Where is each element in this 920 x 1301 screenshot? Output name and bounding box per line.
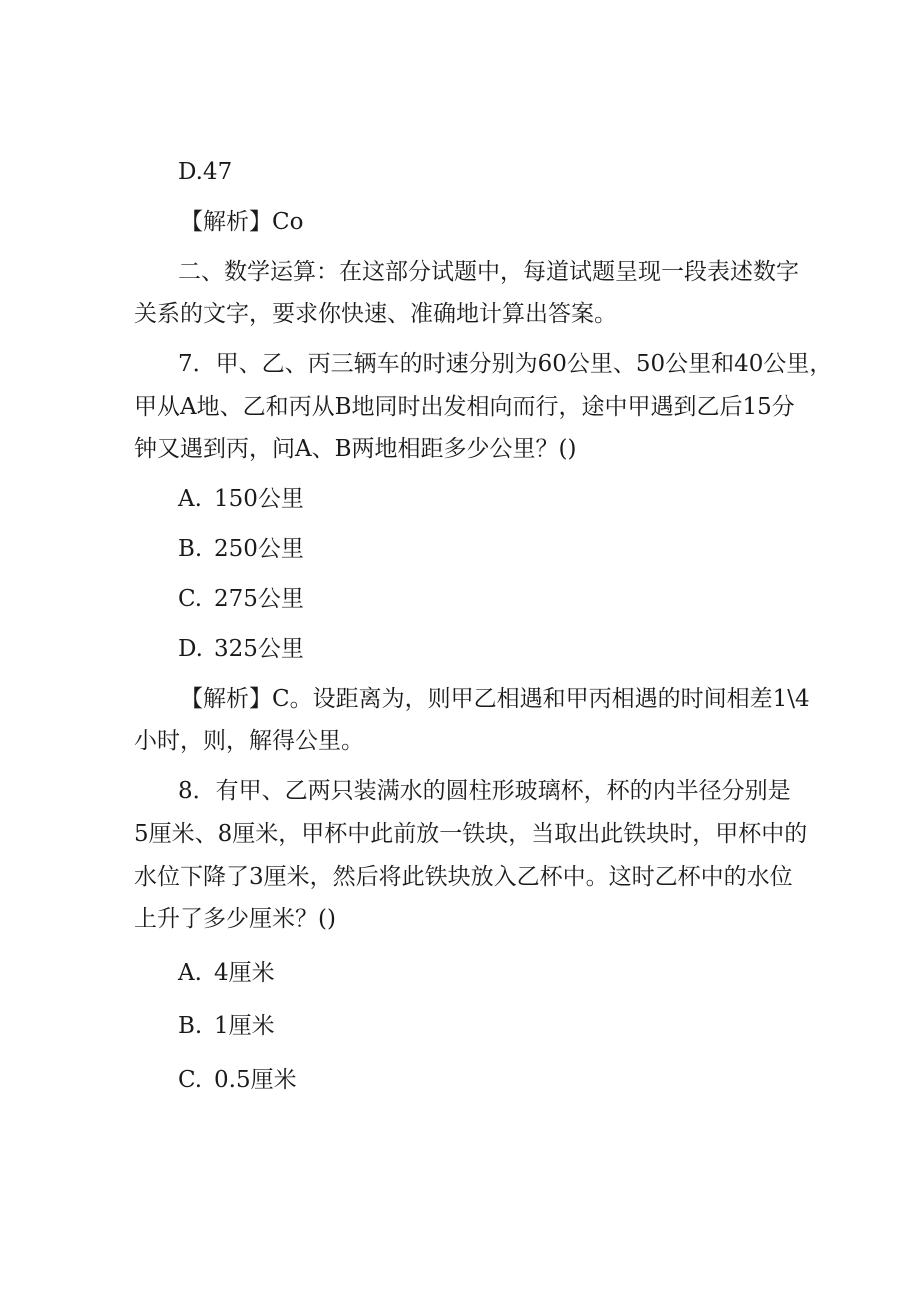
option-letter: A.	[178, 486, 202, 512]
q7-option-c	[178, 583, 304, 615]
option-letter: C.	[178, 1067, 203, 1093]
q7-stem-line3: 钟又遇到丙，问A、B两地相距多少公里？()	[134, 436, 577, 462]
q8-stem-line3: 水位下降了3厘米，然后将此铁块放入乙杯中。这时乙杯中的水位	[134, 864, 793, 890]
q7-option-b	[178, 533, 304, 565]
option-letter: B.	[178, 536, 203, 562]
option-letter: D.	[178, 636, 203, 662]
option-text: 0.5厘米	[214, 1067, 297, 1093]
option-letter: C.	[178, 586, 203, 612]
section-heading-line1: 二、数学运算：在这部分试题中，每道试题呈现一段表述数字	[178, 259, 799, 285]
option-text: 1厘米	[214, 1013, 275, 1039]
q8-stem-line1: 8．有甲、乙两只装满水的圆柱形玻璃杯，杯的内半径分别是	[178, 778, 791, 804]
q7-analysis-line1: 【解析】C。设距离为，则甲乙相遇和甲丙相遇的时间相差1\4	[180, 686, 810, 712]
prev-analysis: 【解析】Co	[180, 209, 304, 235]
q7-stem-line2: 甲从A地、乙和丙从B地同时出发相向而行，途中甲遇到乙后15分	[134, 394, 795, 420]
q8-option-c	[178, 1064, 297, 1096]
q7-analysis-line2: 小时，则，解得公里。	[134, 728, 364, 754]
option-letter: A.	[178, 960, 202, 986]
prev-option-d: D.47	[178, 159, 233, 185]
q8-stem-line2: 5厘米、8厘米，甲杯中此前放一铁块，当取出此铁块时，甲杯中的	[134, 821, 808, 847]
q7-option-d	[178, 633, 304, 665]
option-text: 4厘米	[214, 960, 275, 986]
option-text: 250公里	[214, 536, 304, 562]
option-text: 275公里	[214, 586, 304, 612]
q8-option-a	[178, 957, 275, 989]
q7-stem-line1: 7．甲、乙、丙三辆车的时速分别为60公里、50公里和40公里，	[178, 351, 833, 377]
q7-option-a	[178, 483, 304, 515]
q8-option-b	[178, 1010, 275, 1042]
option-text: 150公里	[214, 486, 304, 512]
option-text: 325公里	[214, 636, 304, 662]
q8-stem-line4: 上升了多少厘米？()	[134, 906, 336, 932]
section-heading-line2: 关系的文字，要求你快速、准确地计算出答案。	[134, 301, 617, 327]
option-letter: B.	[178, 1013, 203, 1039]
